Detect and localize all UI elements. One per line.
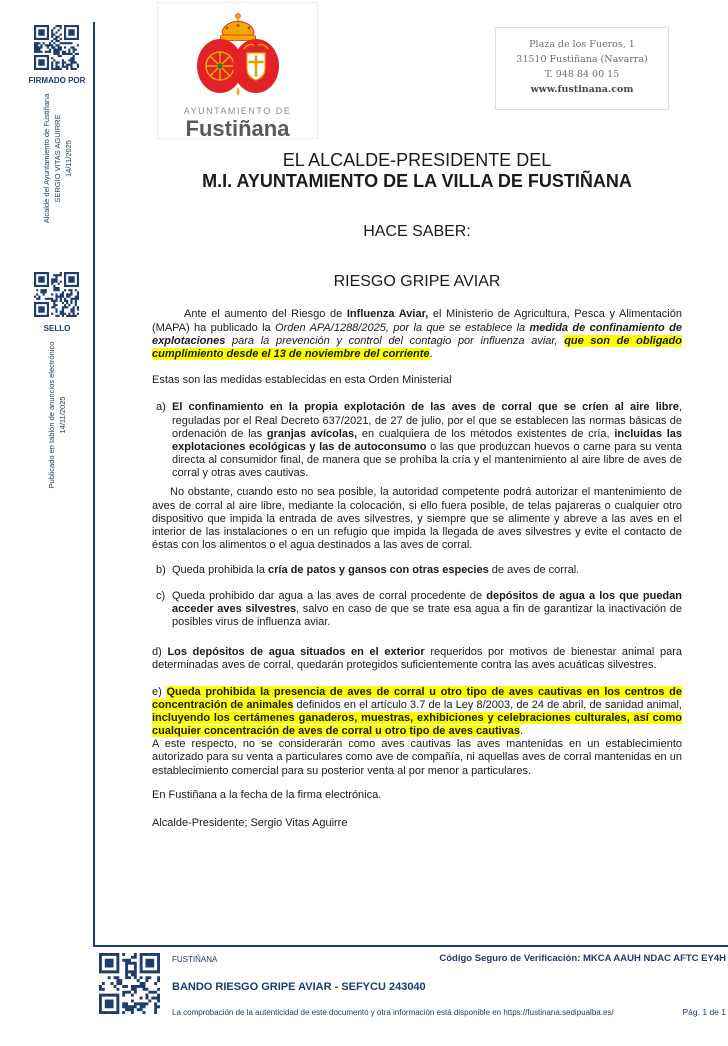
signature-date: 14/11/2025 bbox=[64, 140, 73, 177]
footer-page-number: Pág. 1 de 1 bbox=[682, 1007, 726, 1017]
measures-lead-paragraph: Estas son las medidas establecidas en esta Orden Ministerial bbox=[152, 374, 452, 387]
intro-paragraph: Ante el aumento del Riesgo de Influenza Aviar, el Ministerio de Agricultura, Pesca y Alimentación (MAPA) ha publicado la Orden APA/1288/2025, por la que se establece la medida de confinamiento de explotaciones para la prevención y control del contagio por influenza aviar, que son de obligado cumplimiento desde el 13 de noviembre del corriente. bbox=[152, 308, 682, 360]
contact-city: 31510 Fustiñana (Navarra) bbox=[516, 54, 648, 65]
subject-heading: RIESGO GRIPE AVIAR bbox=[333, 273, 501, 291]
no-obstante-paragraph: No obstante, cuando esto no sea posible, la autoridad competente podrá autorizar el mantenimiento de aves de corral al aire libre, mediante la colocación, si ello fuera posible, de telas pajareras o cualquier otro dispositivo que impida la entrada de aves silvestres, y siempre que se alimente y abreve a las aves en el interior de las instalaciones o en un refugio que impida la llegada de aves silvestres y evite el contacto de éstas con los alimentos o el agua destinados a las aves de corral. bbox=[152, 486, 682, 552]
contact-address: Plaza de los Fueros, 1 bbox=[529, 39, 635, 50]
measure-item-b bbox=[152, 564, 682, 577]
seal-date: 14/11/2025 bbox=[58, 396, 67, 434]
item-c-text: Queda prohibido dar agua a las aves de corral procedente de depósitos de agua a los que puedan acceder aves silvestres, salvo en caso de que se trate esa agua a fin de garantizar la inactivación de posibles virus de influenza aviar. bbox=[172, 589, 683, 628]
item-b-text: Queda prohibida la cría de patos y gansos con otras especies de aves de corral. bbox=[172, 564, 580, 577]
measure-item-c bbox=[152, 590, 682, 630]
seal-vertical-text bbox=[46, 335, 68, 495]
signature-vertical-text bbox=[41, 91, 74, 226]
item-a-text: El confinamiento en la propia explotación de las aves de corral que se críen al aire libre, reguladas por el Real Decreto 637/2021, de 27 de julio, por el que se establecen las normas básicas de ordenación de las granjas avícolas, en cualquiera de los métodos existentes de cría, incluidas las explotaciones ecológicas y las de autoconsumo o las que produzcan huevos o carne para su venta directa al consumidor final, de manera que se prohíba la cría y el mantenimiento al aire libre de aves de corral y otras aves cautivas. bbox=[172, 401, 683, 480]
document-body bbox=[152, 150, 682, 830]
signature-qr-code bbox=[34, 25, 79, 70]
footer-authenticity-note: La comprobación de la autenticidad de este documento y otra información está disponible en https://fustinana.sedipualba.es/ bbox=[172, 1008, 614, 1017]
measure-item-d: d) Los depósitos de agua situados en el exterior requeridos por motivos de bienestar animal para determinadas aves de corral, quedarán protegidos suficientemente contra las aves acuáticas silvestres. bbox=[152, 646, 682, 672]
item-b-label: b) bbox=[156, 564, 166, 577]
measure-item-e: e) Queda prohibida la presencia de aves de corral u otro tipo de aves cautivas en los centros de concentración de animales definidos en el artículo 3.7 de la Ley 8/2003, de 24 de abril, de sanidad animal, incluyendo los certámenes ganaderos, muestras, exhibiciones y celebraciones culturales, así como cualquier concentración de aves de corral u otro tipo de aves cautivas. bbox=[152, 685, 682, 738]
town-hall-logo bbox=[157, 2, 318, 139]
measure-item-a bbox=[152, 401, 682, 480]
document-title-line1: EL ALCALDE-PRESIDENTE DEL bbox=[282, 150, 552, 170]
footer-qr-code bbox=[99, 953, 160, 1014]
logo-town-name: Fustiñana bbox=[185, 116, 290, 141]
footer-verification-code: Código Seguro de Verificación: MKCA AAUH NDAC AFTC EY4H bbox=[439, 953, 726, 964]
sello-label: SELLO bbox=[43, 324, 71, 333]
announce-heading: HACE SABER: bbox=[363, 223, 471, 240]
contact-website: www.fustinana.com bbox=[530, 84, 634, 95]
contact-info-box bbox=[495, 27, 669, 110]
item-c-label: c) bbox=[156, 589, 166, 602]
logo-org-text: AYUNTAMIENTO DE bbox=[183, 106, 292, 116]
sidebar-divider-line bbox=[93, 22, 95, 945]
document-title-line2: M.I. AYUNTAMIENTO DE LA VILLA DE FUSTIÑANA bbox=[202, 171, 632, 191]
footer-divider-line bbox=[93, 945, 728, 947]
firmado-por-label: FIRMADO POR bbox=[28, 76, 86, 85]
signer-role: Alcalde del Ayuntamiento de Fustiñana bbox=[42, 93, 51, 224]
closing-signer-line: Alcalde-Presidente; Sergio Vitas Aguirre bbox=[152, 817, 348, 829]
footer-org-name: FUSTIÑANA bbox=[172, 955, 218, 964]
contact-phone: T. 948 84 00 15 bbox=[544, 69, 620, 80]
respecto-paragraph: A este respecto, no se considerarán como aves cautivas las aves mantenidas en un establecimiento autorizado para su venta a particulares como ave de compañía, ni aquellas aves de corral mantenidas en un establecimiento comercial para su posterior venta al por menor a particulares. bbox=[152, 738, 682, 777]
seal-qr-code bbox=[34, 272, 79, 317]
closing-place-line: En Fustiñana a la fecha de la firma electrónica. bbox=[152, 788, 382, 801]
coat-of-arms-icon bbox=[178, 11, 298, 97]
footer-document-title: BANDO RIESGO GRIPE AVIAR - SEFYCU 243040 bbox=[172, 981, 426, 993]
seal-publication: Publicado en tablón de anuncios electrónico bbox=[47, 341, 56, 489]
item-a-label: a) bbox=[156, 401, 166, 414]
signer-name: SERGIO VITAS AGUIRRE bbox=[53, 114, 62, 203]
